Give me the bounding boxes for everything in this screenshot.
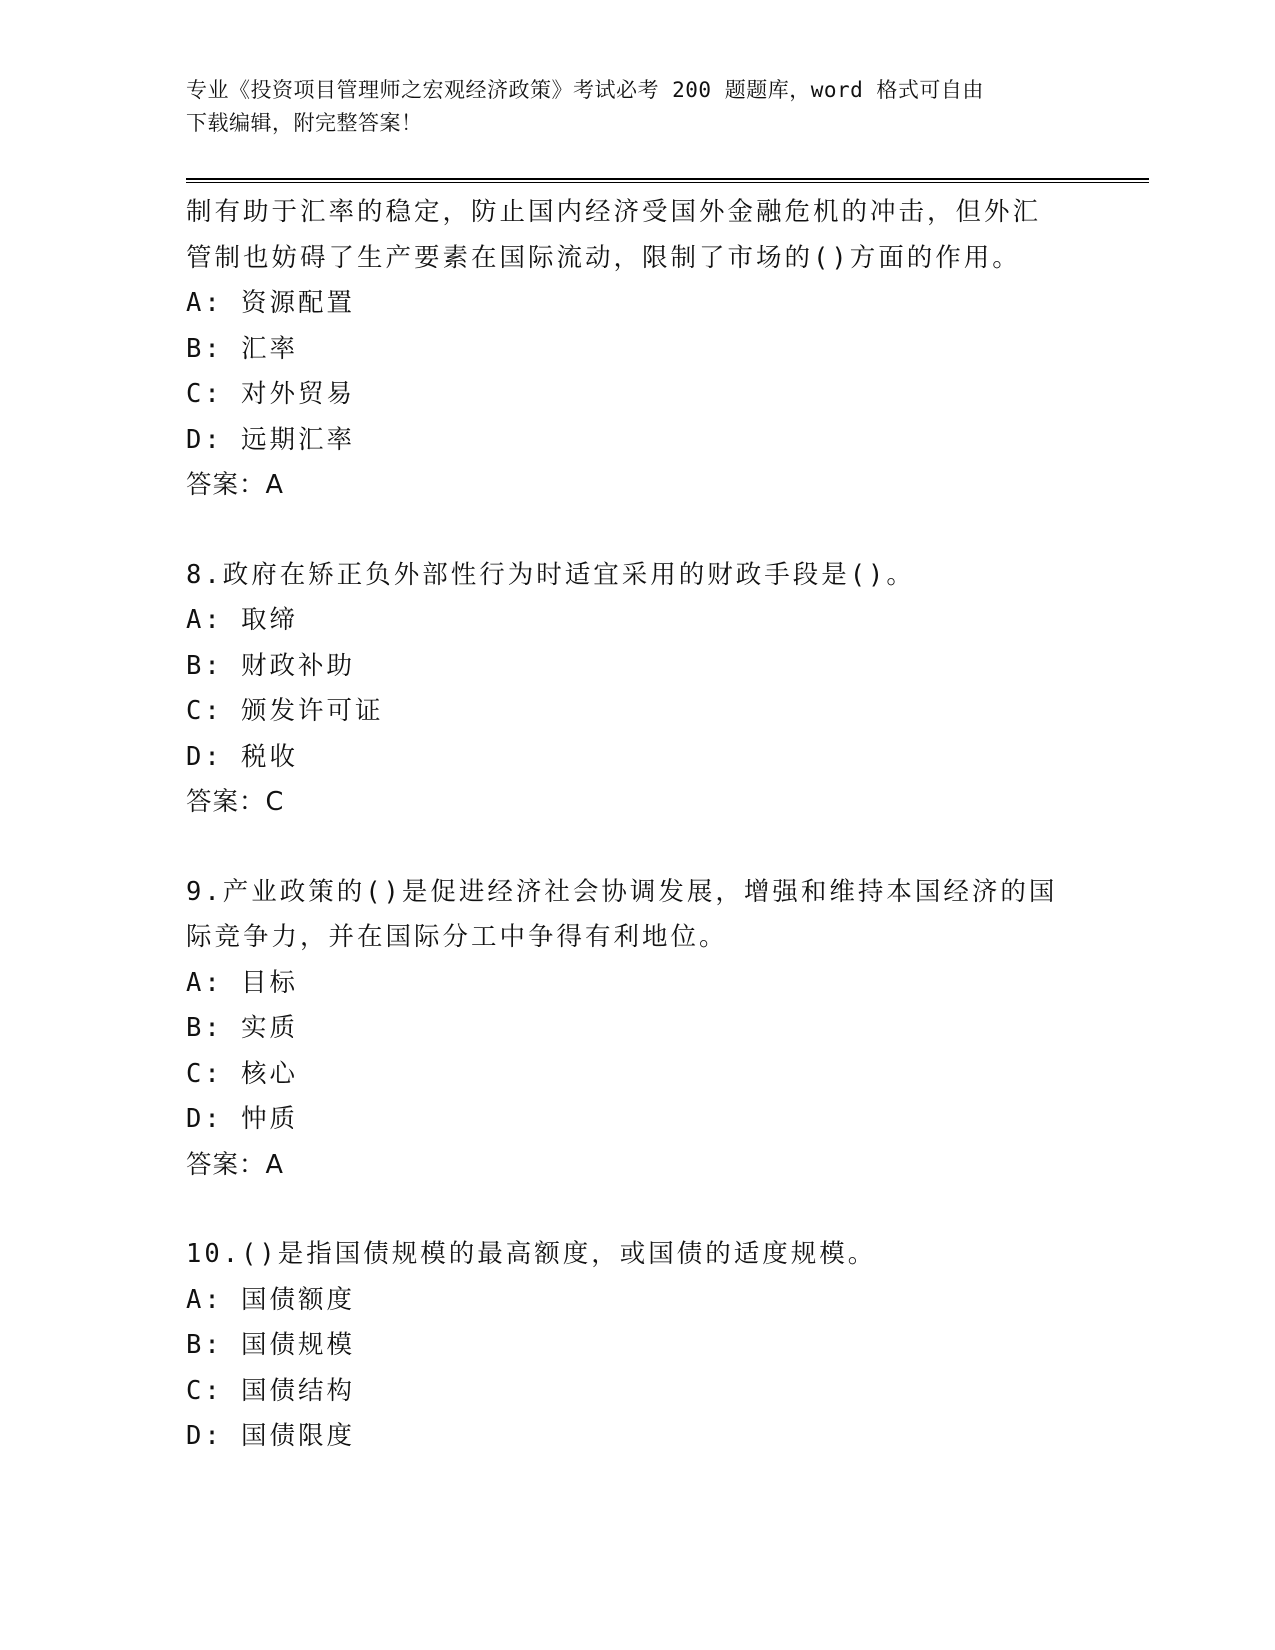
question-10 xyxy=(186,1232,1086,1460)
question-7-continued xyxy=(186,190,1086,509)
option-d: D: 远期汇率 xyxy=(186,424,356,455)
question-stem: 10.()是指国债规模的最高额度，或国债的适度规模。 xyxy=(186,1239,877,1269)
option-a: A: 取缔 xyxy=(186,605,299,635)
header-divider xyxy=(186,178,1149,183)
option-a: A: 国债额度 xyxy=(186,1284,356,1315)
header-line-1: 专业《投资项目管理师之宏观经济政策》考试必考 200 题题库，word 格式可自由 xyxy=(186,78,984,102)
header-line-2: 下载编辑，附完整答案！ xyxy=(186,111,423,135)
option-b: B: 汇率 xyxy=(186,333,299,364)
option-d: D: 税收 xyxy=(186,741,299,772)
question-8 xyxy=(186,553,1086,826)
option-c: C: 颁发许可证 xyxy=(186,696,384,726)
question-stem: 8.政府在矫正负外部性行为时适宜采用的财政手段是()。 xyxy=(186,559,915,590)
question-stem-line: 9.产业政策的()是促进经济社会协调发展，增强和维持本国经济的国 xyxy=(186,876,1058,907)
option-b: B: 财政补助 xyxy=(186,650,356,681)
question-spacer xyxy=(186,509,1086,553)
question-stem-line: 制有助于汇率的稳定，防止国内经济受国外金融危机的冲击，但外汇 xyxy=(186,197,1042,227)
document-header xyxy=(186,74,1066,140)
option-b: B: 实质 xyxy=(186,1013,299,1043)
option-b: B: 国债规模 xyxy=(186,1330,356,1360)
option-d: D: 国债限度 xyxy=(186,1421,356,1451)
option-c: C: 核心 xyxy=(186,1058,299,1089)
answer: 答案：A xyxy=(186,470,284,500)
answer: 答案：C xyxy=(186,787,285,817)
answer: 答案：A xyxy=(186,1149,284,1180)
question-spacer xyxy=(186,1188,1086,1232)
option-d: D: 忡质 xyxy=(186,1104,299,1134)
question-9 xyxy=(186,870,1086,1189)
question-stem-line: 管制也妨碍了生产要素在国际流动，限制了市场的()方面的作用。 xyxy=(186,242,1021,273)
question-stem-line: 际竞争力，并在国际分工中争得有利地位。 xyxy=(186,922,728,952)
option-a: A: 目标 xyxy=(186,967,299,998)
question-spacer xyxy=(186,826,1086,870)
option-c: C: 国债结构 xyxy=(186,1375,356,1406)
option-c: C: 对外贸易 xyxy=(186,379,356,409)
option-a: A: 资源配置 xyxy=(186,288,356,318)
question-list xyxy=(186,190,1086,1460)
